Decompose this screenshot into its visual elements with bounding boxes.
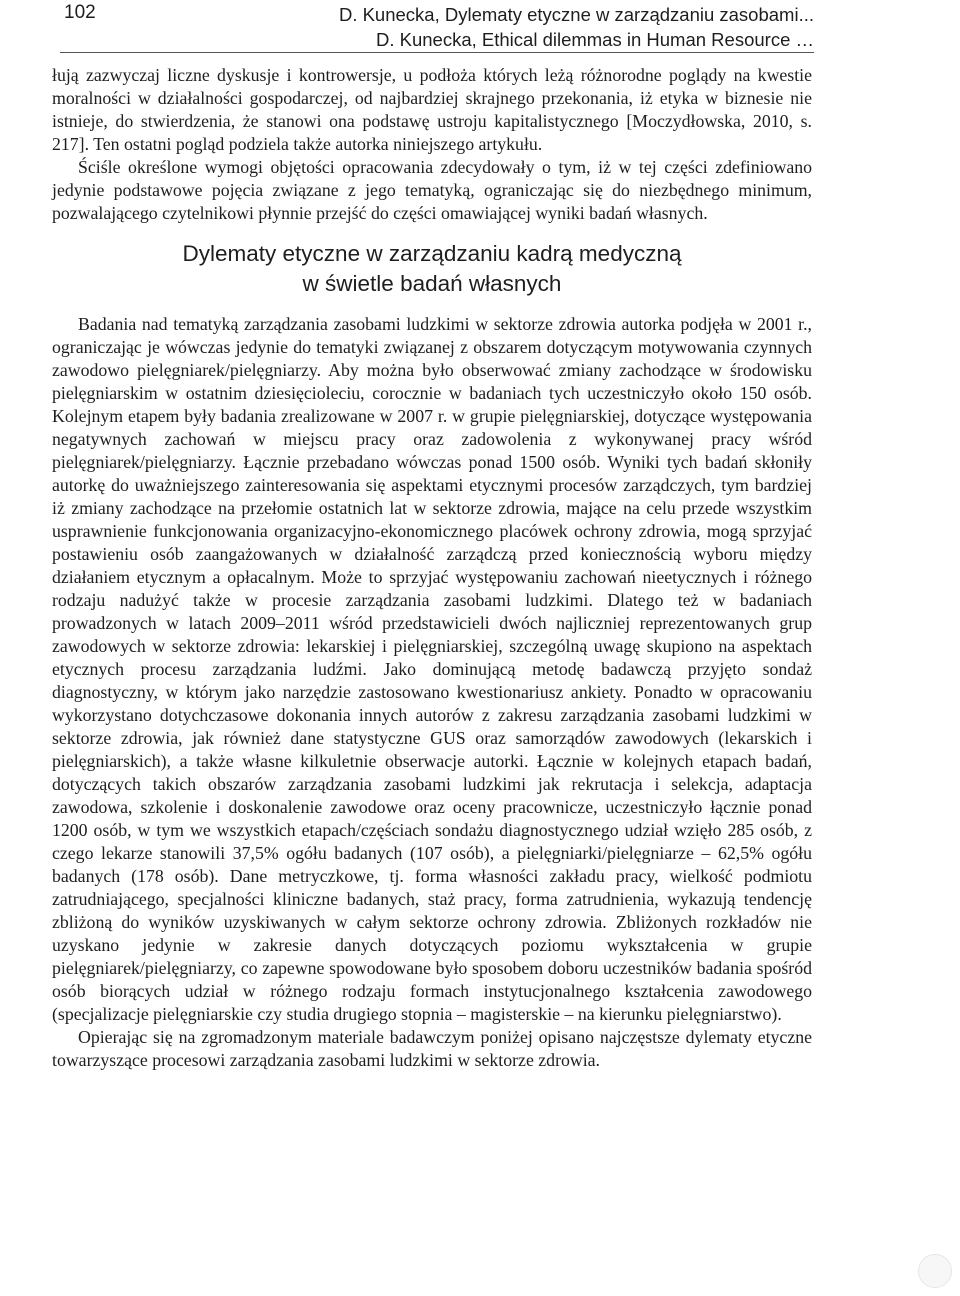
section-heading-line-2: w świetle badań własnych (302, 271, 562, 296)
section-heading-line-1: Dylematy etyczne w zarządzaniu kadrą medyczną (182, 241, 682, 266)
paragraph-research: Badania nad tematyką zarządzania zasobami ludzkimi w sektorze zdrowia autorka podjęła w 2001 r., ograniczając je wówczas jedynie do tematyki związanej z obszarem dotyczącym motywowania czynnych zawodowo pielęgniarek/pielęgniarzy. Aby można było obserwować zmiany zachodzące w środowisku pielęgniarskim w ostatnim dziesięcioleciu, corocznie w badaniach tych uczestniczyło około 150 osób. Kolejnym etapem były badania zrealizowane w 2007 r. w grupie pielęgniarskiej, dotyczące występowania negatywnych zachowań w miejscu pracy oraz zadowolenia z wykonywanej pracy wśród pielęgniarek/pielęgniarzy. Łącznie przebadano wówczas ponad 1500 osób. Wyniki tych badań skłoniły autorkę do uważniejszego zainteresowania się aspektami etycznymi procesów zarządczych, tym bardziej iż zmiany zachodzące na przełomie ostatnich lat w sektorze zdrowia, mające na celu przede wszystkim usprawnienie funkcjonowania organizacyjno-ekonomicznego placówek ochrony zdrowia, mogą sprzyjać postawieniu osób zaangażowanych w działalność zarządczą przed koniecznością wyboru między działaniem etycznym a opłacalnym. Może to sprzyjać występowaniu zachowań nieetycznych i różnego rodzaju nadużyć także w procesie zarządzania zasobami ludzkimi. Dlatego też w badaniach prowadzonych w latach 2009–2011 wśród przedstawicieli dwóch najliczniej reprezentowanych grup zawodowych w sektorze zdrowia: lekarskiej i pielęgniarskiej, szczególną uwagę skupiono na aspektach etycznych procesu zarządzania ludźmi. Jako dominującą metodę badawczą przyjęto sondaż diagnostyczny, w którym jako narzędzie zastosowano kwestionariusz ankiety. Ponadto w opracowaniu wykorzystano dotychczasowe dokonania innych autorów z zakresu zarządzania zasobami ludzkimi w sektorze zdrowia, jak również dane statystyczne GUS oraz samorządów zawodowych (lekarskich i pielęgniarskich), a także własne kilkuletnie obserwacje autorki. Łącznie w kolejnych etapach badań, dotyczących takich obszarów zarządzania zasobami ludzkimi jak rekrutacja i selekcja, adaptacja zawodowa, szkolenie i doskonalenie zawodowe oraz oceny pracownicze, uczestniczyło łącznie ponad 1200 osób, w tym we wszystkich etapach/częściach sondażu diagnostycznego udział wzięło 285 osób, z czego lekarze stanowili 37,5% ogółu badanych (107 osób), a pielęgniarki/pielęgniarze – 62,5% ogółu badanych (178 osób). Dane metryczkowe, tj. forma własności zakładu pracy, wielkość podmiotu zatrudniającego, specjalności kliniczne badanych, staż pracy, forma zatrudnienia, wykazują tendencję zbliżoną do wyników uzyskiwanych w całym sektorze ochrony zdrowia. Zbliżonych rozkładów nie uzyskano jedynie w zakresie danych dotyczących poziomu wykształcenia w grupie pielęgniarek/pielęgniarzy, co zapewne spowodowane było sposobem doboru uczestników badania spośród osób biorących udział w różnego rodzaju formach instytucjonalnego kształcenia zawodowego (specjalizacje pielęgniarskie czy studia drugiego stopnia – magisterskie – na kierunku pielęgniarstwo). (52, 314, 812, 1024)
running-title-en: D. Kunecka, Ethical dilemmas in Human Resource … (375, 29, 814, 50)
header-rule (60, 52, 814, 53)
running-title-pl: D. Kunecka, Dylematy etyczne w zarządzaniu zasobami... (338, 4, 814, 25)
page-number: 102 (64, 2, 96, 23)
paragraph-conclusion: Opierając się na zgromadzonym materiale badawczym poniżej opisano najczęstsze dylematy etyczne towarzyszące procesowi zarządzania zasobami ludzkimi w sektorze zdrowia. (52, 1027, 812, 1070)
article-body (52, 64, 812, 1072)
running-head (339, 2, 814, 52)
paragraph-continued: łują zazwyczaj liczne dyskusje i kontrowersje, u podłoża których leżą różnorodne poglądy na kwestie moralności w działalności gospodarczej, od najbardziej skrajnego przekonania, iż etyka w biznesie nie istnieje, do stwierdzenia, że stanowi ona podstawę ustroju kapitalistycznego [Moczydłowska, 2010, s. 217]. Ten ostatni pogląd podziela także autorka niniejszego artykułu. (52, 65, 812, 154)
section-heading (52, 239, 812, 299)
paragraph-scope: Ściśle określone wymogi objętości opracowania zdecydowały o tym, iż w tej części zdefiniowano jedynie podstawowe pojęcia związane z jego tematyką, ograniczając się do niezbędnego minimum, pozwalającego czytelnikowi płynnie przejść do części omawiającej wyniki badań własnych. (52, 157, 812, 223)
corner-watermark-icon (918, 1254, 952, 1288)
